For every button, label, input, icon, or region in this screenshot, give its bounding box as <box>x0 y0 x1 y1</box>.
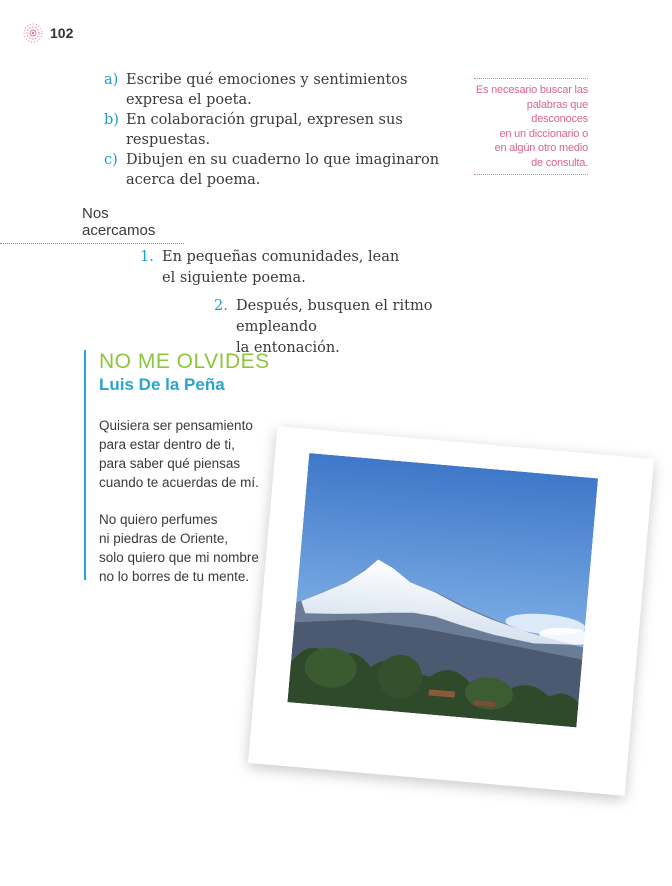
instruction-2: 2. Después, busquen el ritmo empleando la entonación. <box>214 298 433 356</box>
sun-ornament-icon <box>22 22 44 44</box>
section-title: Nos acercamos <box>82 205 156 239</box>
snowy-volcano-photo <box>287 453 598 727</box>
page-number <box>22 22 73 44</box>
instruction-1: 1. En pequeñas comunidades, lean el siguiente poema. <box>140 249 400 286</box>
list-item: a) Escribe qué emociones y sentimientos expresa el poeta. <box>104 72 408 108</box>
photo-frame <box>248 426 654 796</box>
poem-author: Luis De la Peña <box>99 375 225 394</box>
side-note: Es necesario buscar las palabras que desconoces en un diccionario o en algún otro medio de consulta. <box>474 78 588 175</box>
list-item: b) En colaboración grupal, expresen sus respuestas. <box>104 112 403 148</box>
poem-stanza-1: Quisiera ser pensamiento para estar dentro de ti, para saber qué piensas cuando te acuerdas de mí. <box>99 418 259 490</box>
activity-list <box>104 70 444 190</box>
poem-title: NO ME OLVIDES <box>99 350 270 373</box>
poem-stanza-2: No quiero perfumes ni piedras de Oriente, solo quiero que mi nombre no lo borres de tu mente. <box>99 512 259 584</box>
page-number-text: 102 <box>50 25 74 41</box>
list-item: c) Dibujen en su cuaderno lo que imaginaron acerca del poema. <box>104 152 440 188</box>
section-heading <box>0 205 184 244</box>
